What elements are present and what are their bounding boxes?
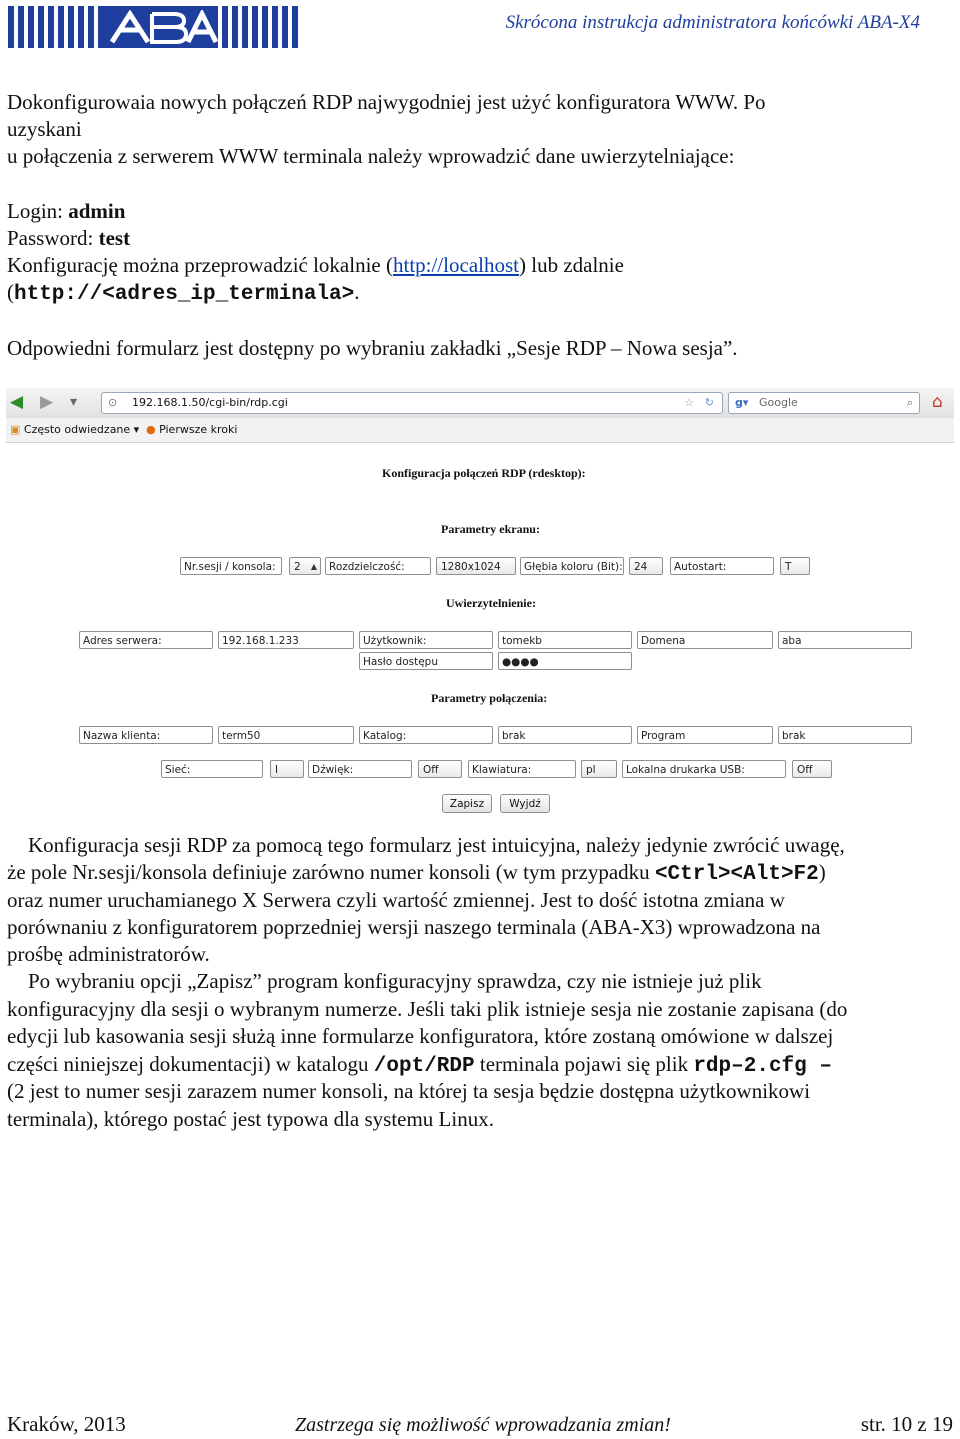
bookmark-first-steps-label: Pierwsze kroki [159,423,238,436]
login-label: Login: [7,199,69,223]
back-icon[interactable]: ◀ [10,392,24,412]
sound-select-value: Off [423,764,439,776]
login-value: admin [68,199,126,223]
user-label-field: Użytkownik: [359,631,493,649]
forward-icon[interactable]: ▶ [40,392,54,412]
page-number: str. 10 z 19 [860,1412,953,1436]
keyboard-select-value: pl [586,764,596,776]
url-text: 192.168.1.50/cgi-bin/rdp.cgi [132,396,288,409]
network-select[interactable] [270,760,304,778]
section-auth: Uwierzytelnienie: [446,596,536,610]
localhost-link[interactable]: http://localhost [393,253,519,277]
browser-toolbar [6,388,954,419]
google-icon: g▾ [735,396,749,409]
bookmark-frequent[interactable]: ▣ Często odwiedzane ▾ [10,423,140,436]
remote-open-paren: ( [7,280,14,304]
resolution-label-field: Rozdzielczość: [325,557,431,575]
usb-printer-select-value: Off [797,764,813,776]
home-icon[interactable]: ⌂ [932,392,943,412]
footer-place-date: Kraków, 2013 [7,1412,126,1436]
rdp-cfg-filename: rdp–2.cfg – [693,1055,832,1078]
session-select[interactable] [289,557,321,575]
config-line [7,252,624,279]
user-input[interactable]: tomekb [498,631,632,649]
autostart-select-value: T [785,561,792,573]
password-input[interactable]: ●●●● [498,652,632,670]
para1-line2-text: że pole Nr.sesji/konsola definiuje zarówno numer konsoli (w tym przypadku [7,860,655,884]
domain-input[interactable]: aba [778,631,912,649]
password-label: Password: [7,226,99,250]
autostart-select[interactable] [780,557,810,575]
domain-label-field: Domena [637,631,773,649]
firefox-icon: ● [146,423,156,436]
sound-select[interactable] [418,760,462,778]
keyboard-select[interactable] [581,760,617,778]
para1-line2-end: ) [818,860,826,884]
key-combo-code: <Ctrl><Alt>F2 [654,863,819,886]
session-select-value: 2 [294,561,301,573]
bookmark-frequent-label: Często odwiedzane [23,423,131,436]
config-text-pre: Konfigurację można przeprowadzić lokalnie ( [7,253,393,277]
program-input[interactable]: brak [778,726,912,744]
resolution-select[interactable] [436,557,516,575]
password-label-field: Hasło dostępu [359,652,493,670]
bookmarks-bar [6,418,954,443]
para1-line5: prośbę administratorów. [7,942,210,966]
para2-line1: Po wybraniu opcji „Zapisz” program konfiguracyjny sprawdza, czy nie istnieje już plik [7,969,762,993]
catalog-input[interactable]: brak [498,726,632,744]
intro-line-1: Dokonfigurowaia nowych połączeń RDP najwygodniej jest użyć konfiguratora WWW. Po [7,90,766,114]
server-input[interactable]: 192.168.1.233 [218,631,354,649]
catalog-label-field: Katalog: [359,726,493,744]
select-arrows-icon: ▲ [310,562,317,571]
form-info-line: Odpowiedni formularz jest dostępny po wybraniu zakładki „Sesje RDP – Nowa sesja”. [7,336,738,360]
document-header-title: Skrócona instrukcja administratora końcówki ABA-X4 [505,12,920,33]
config-text-post: ) lub zdalnie [519,253,624,277]
form-title: Konfiguracja połączeń RDP (rdesktop): [382,466,586,480]
password-line [7,225,130,252]
search-icon[interactable]: ⌕ [906,396,913,409]
usb-printer-label-field: Lokalna drukarka USB: [622,760,786,778]
para2-line4-mid: terminala pojawi się plik [474,1052,694,1076]
autostart-label-field: Autostart: [670,557,774,575]
para1-line3: oraz numer uruchamianego X Serwera czyli wartość zmiennej. Jest to dość istotna zmiana w [7,888,785,912]
aba-logo [8,6,298,48]
remote-period: . [354,280,360,304]
refresh-icon[interactable]: ↻ [704,396,714,409]
login-line [7,198,125,225]
client-input[interactable]: term50 [218,726,354,744]
resolution-select-value: 1280x1024 [441,561,501,573]
url-bar[interactable] [101,392,723,414]
session-label-field: Nr.sesji / konsola: [180,557,282,575]
para2-line3: edycji lub kasowania sesji służą inne formularze konfiguratora, które zostaną omówione w dalszej [7,1024,834,1048]
history-icon[interactable]: ▾ [70,394,78,410]
remote-url: http://<adres_ip_terminala> [14,283,355,306]
para2-line5: (2 jest to numer sesji zarazem numer konsoli, na której ta sesja będzie dostępna użytkownikowi [7,1079,811,1103]
section-screen: Parametry ekranu: [441,522,540,536]
usb-printer-select[interactable] [792,760,832,778]
sound-label-field: Dźwięk: [308,760,412,778]
para2-line4-text: części niniejszej dokumentacji) w katalogu [7,1052,374,1076]
password-value: test [98,226,131,250]
program-label-field: Program [637,726,773,744]
para2-line6: terminala), którego postać jest typowa dla systemu Linux. [7,1107,494,1131]
client-label-field: Nazwa klienta: [79,726,213,744]
aba-logo-mark [108,10,218,44]
network-select-value: I [275,764,279,776]
remote-line [7,279,360,308]
keyboard-label-field: Klawiatura: [468,760,576,778]
folder-icon: ▣ [10,423,21,436]
intro-line-3: u połączenia z serwerem WWW terminala należy wprowadzić dane uwierzytelniające: [7,144,735,168]
intro-line-2: uzyskani [7,117,82,141]
opt-rdp-path: /opt/RDP [373,1055,475,1078]
para2-line4 [7,1051,832,1080]
exit-button[interactable]: Wyjdź [500,794,550,813]
save-button[interactable]: Zapisz [442,794,492,813]
bookmark-first-steps[interactable] [146,421,237,439]
site-icon: ⊙ [108,396,118,409]
search-placeholder: Google [759,396,798,409]
para1-line1: Konfiguracja sesji RDP za pomocą tego formularz jest intuicyjna, należy jedynie zwrócić uwagę, [7,833,845,857]
depth-select-value: 24 [634,561,648,573]
para1-line4: porównaniu z konfiguratorem poprzedniej wersji naszego terminala (ABA-X3) wprowadzona na [7,915,821,939]
star-icon[interactable]: ☆ [684,396,694,409]
network-label-field: Sieć: [161,760,263,778]
depth-label-field: Głębia koloru (Bit): [520,557,624,575]
browser-screenshot [6,388,954,818]
search-box[interactable] [728,392,920,414]
para1-line2 [7,859,826,888]
depth-select[interactable] [629,557,663,575]
server-label-field: Adres serwera: [79,631,213,649]
section-connection: Parametry połączenia: [431,691,548,705]
footer-disclaimer: Zastrzega się możliwość wprowadzania zmian! [295,1414,671,1436]
para2-line2: konfiguracyjny dla sesji o wybranym numerze. Jeśli taki plik istnieje sesja nie zostanie zapisana (do [7,997,848,1021]
